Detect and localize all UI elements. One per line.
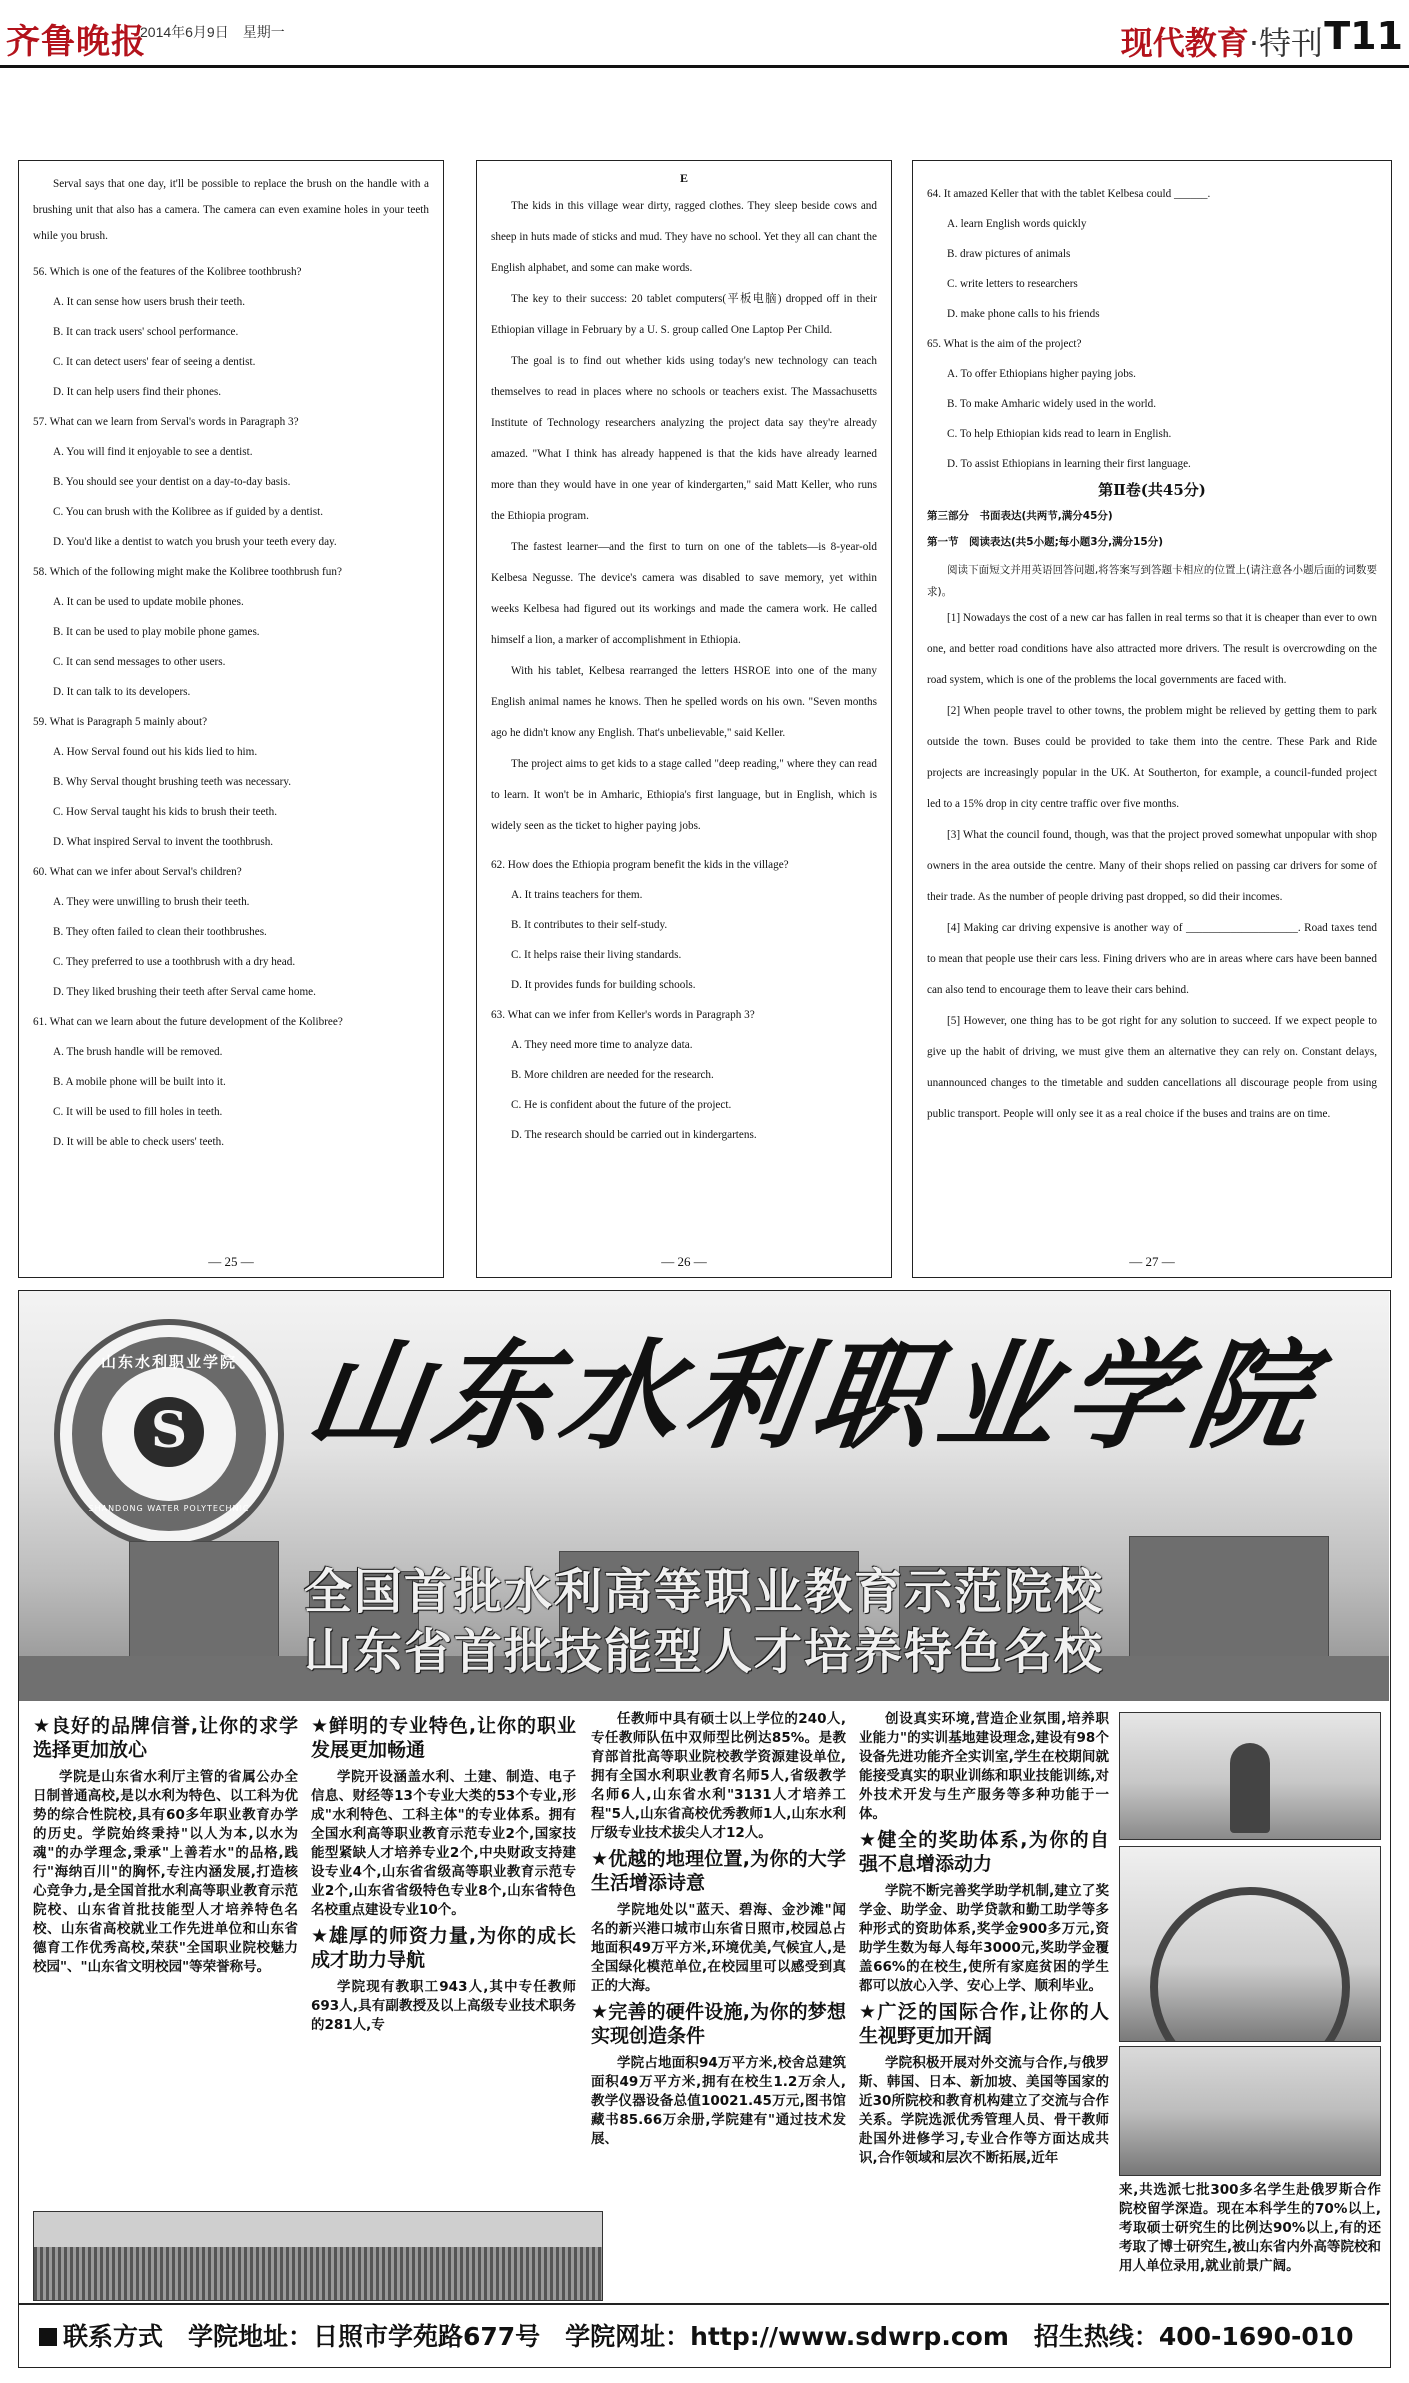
answer-option: D. The research should be carried out in kindergartens. [511,1129,757,1141]
ad-column-2 [311,1710,576,2201]
feature-text: 学院积极开展对外交流与合作,与俄罗斯、韩国、日本、新加坡、美国等国家的近30所院校和教育机构建立了交流与合作关系。学院选派优秀管理人员、骨干教师赴国外进修学习,专业合作等方面达成共识,合作领域和层次不断拓展,近年 [859,2055,1109,2166]
exam-page-27-content [927,171,1377,1241]
section-name: 现代教育 [1120,24,1249,62]
answer-option: C. To help Ethiopian kids read to learn in English. [947,428,1172,440]
question-stem: 56. Which is one of the features of the Kolibree toothbrush? [33,266,302,278]
answer-option: D. To assist Ethiopians in learning their first language. [947,458,1191,470]
answer-option: C. How Serval taught his kids to brush their teeth. [53,806,278,818]
answer-option: B. More children are needed for the research. [511,1069,714,1081]
feature-text: 学院不断完善奖学助学机制,建立了奖学金、助学金、助学贷款和勤工助学等多种形式的资助体系,奖学金900多万元,资助学生数为每人每年3000元,奖助学金覆盖66%的在校生,使所有家庭贫困的学生都可以放心入学、安心上学、顺利毕业。 [859,1883,1109,1994]
answer-option: A. They were unwilling to brush their teeth. [53,896,250,908]
feature-text: 学院占地面积94万平方米,校舍总建筑面积49万平方米,拥有在校生1.2万余人,教学仪器设备总值10021.45万元,图书馆藏书85.66万余册,学院建有"通过技术发展、 [591,2055,846,2147]
photo-sky [34,2212,602,2247]
passage-paragraph: [4] Making car driving expensive is another way of ____________________. Road taxes tend to mean that people use their cars less. Fining drivers who are in areas where cars have been banned can also tend to encourage them to leave their cars behind. [927,922,1377,996]
answer-option: B. Why Serval thought brushing teeth was necessary. [53,776,291,788]
calligraphy-title: 山东水利职业学院 [299,1326,1327,1465]
feature-heading: ★鲜明的专业特色,让你的职业发展更加畅通 [311,1715,576,1761]
campus-arch-photo [1119,1846,1381,2042]
answer-option: A. To offer Ethiopians higher paying jobs. [947,368,1136,380]
issue-date: 2014年6月9日 星期一 [140,24,285,40]
campus-sculpture-photo [1119,1712,1381,1840]
page-number-25: — 25 — [208,1254,254,1269]
logo-english-name: SHANDONG WATER POLYTECHNIC [88,1504,250,1513]
feature-heading: ★良好的品牌信誉,让你的求学选择更加放心 [33,1715,298,1761]
page-number-26: — 26 — [661,1254,707,1269]
feature-heading: ★健全的奖助体系,为你的自强不息增添动力 [859,1829,1109,1875]
passage-paragraph: The goal is to find out whether kids using today's new technology can teach themselves to read in places where no schools or teachers exist. The Massachusetts Institute of Technology researchers analyzing the project data say they're already amazed. "What I think has already happened is that the kids have already learned more than they would have in one year of kindergarten," said Matt Keller, who runs the Ethiopia program. [491,355,877,522]
contact-bar [19,2303,1389,2367]
question-stem: 60. What can we infer about Serval's children? [33,866,242,878]
masthead [0,0,1409,68]
logo-name: 山东水利职业学院 [100,1353,237,1371]
exam-page-25-content [33,171,429,1241]
passage-paragraph: The fastest learner—and the first to turn on one of the tablets—is 8-year-old Kelbesa Negusse. The device's camera was disabled to save memory, yet within weeks Kelbesa had figured out its workings and made the camera work. He called himself a lion, a marker of accomplishment in Ethiopia. [491,541,877,646]
campus-gate-photo [1119,2046,1381,2176]
answer-option: A. They need more time to analyze data. [511,1039,693,1051]
sculpture-shape [1230,1743,1270,1833]
logo-center-mark: S [134,1397,204,1467]
question-stem: 57. What can we learn from Serval's words in Paragraph 3? [33,416,299,428]
part-3-heading: 第三部分 书面表达(共两节,满分45分) [927,510,1113,522]
question-stem: 64. It amazed Keller that with the tablet Kelbesa could ______. [927,188,1211,200]
answer-option: A. learn English words quickly [947,218,1087,230]
answer-option: A. The brush handle will be removed. [53,1046,223,1058]
answer-option: B. A mobile phone will be built into it. [53,1076,226,1088]
part-2-title: 第Ⅱ卷(共45分) [1098,481,1206,499]
college-advertisement [18,1290,1391,2368]
passage-paragraph: The key to their success: 20 tablet computers(平板电脑) dropped off in their Ethiopian village in February by a U. S. group called One Laptop Per Child. [491,293,877,336]
section-1-heading: 第一节 阅读表达(共5小题;每小题3分,满分15分) [927,536,1164,548]
question-stem: 58. Which of the following might make the Kolibree toothbrush fun? [33,566,342,578]
exam-page-27 [912,160,1392,1278]
passage-paragraph: With his tablet, Kelbesa rearranged the letters HSROE into one of the many English animal names he knows. Then he spelled words on his own. "Seven months ago he didn't know any English. That's unbelievable," said Keller. [491,665,877,739]
answer-option: D. You'd like a dentist to watch you brush your teeth every day. [53,536,337,548]
answer-option: A. It can sense how users brush their teeth. [53,296,246,308]
contact-info: 联系方式 学院地址：日照市学苑路677号 学院网址：http://www.sdwrp.com 招生热线：400-1690-010 [63,2322,1354,2351]
arch-shape [1150,1887,1350,2042]
answer-option: C. You can brush with the Kolibree as if guided by a dentist. [53,506,324,518]
answer-option: B. You should see your dentist on a day-to-day basis. [53,476,291,488]
answer-option: C. He is confident about the future of the project. [511,1099,732,1111]
answer-option: C. They preferred to use a toothbrush with a dry head. [53,956,296,968]
passage-paragraph: The project aims to get kids to a stage called "deep reading," where they can read to learn. It won't be in Amharic, Ethiopia's first language, but in English, which is widely seen as the ticket to higher paying jobs. [491,758,877,832]
newspaper-name: 齐鲁晚报 [6,22,146,62]
slogan-line-2: 山东省首批技能型人才培养特色名校 [303,1624,1104,1680]
feature-text: 学院地处以"蓝天、碧海、金沙滩"闻名的新兴港口城市山东省日照市,校园总占地面积49万平方米,环境优美,气候宜人,是全国绿化模范单位,在校园里可以感受到真正的大海。 [591,1902,846,1994]
answer-option: B. It can be used to play mobile phone games. [53,626,260,638]
exam-page-26-content [491,171,877,1241]
section-suffix: ·特刊 [1248,24,1323,62]
answer-option: A. It can be used to update mobile phones. [53,596,244,608]
feature-text: 学院是山东省水利厅主管的省属公办全日制普通高校,是以水利为特色、以工科为优势的综合性院校,具有60多年职业教育办学的历史。学院始终秉持"以人为本,以水为魂"的办学理念,秉承"上善若水"的品格,践行"海纳百川"的胸怀,专注内涵发展,打造核心竞争力,是全国首批水利高等职业教育示范院校、山东省首批技能型人才培养特色名校、山东省高校就业工作先进单位和山东省德育工作优秀高校,荣获"全国职业院校魅力校园"、"山东省文明校园"等荣誉称号。 [33,1769,298,1975]
feature-text: 学院现有教职工943人,其中专任教师693人,具有副教授及以上高级专业技术职务的281人,专 [311,1979,576,2033]
answer-option: C. It can send messages to other users. [53,656,226,668]
section-title [1121,18,1323,64]
answer-option: C. write letters to researchers [947,278,1078,290]
slogan-line-1: 全国首批水利高等职业教育示范院校 [303,1564,1104,1620]
exam-page-25 [18,160,444,1278]
passage-heading: E [679,171,688,185]
answer-option: D. It will be able to check users' teeth. [53,1136,225,1148]
answer-option: B. They often failed to clean their toothbrushes. [53,926,267,938]
answer-option: C. It helps raise their living standards. [511,949,682,961]
answer-option: D. It can talk to its developers. [53,686,191,698]
answer-option: C. It can detect users' fear of seeing a dentist. [53,356,256,368]
answer-option: B. draw pictures of animals [947,248,1071,260]
answer-option: C. It will be used to fill holes in teeth. [53,1106,223,1118]
answer-option: D. What inspired Serval to invent the toothbrush. [53,836,274,848]
exam-page-26 [476,160,892,1278]
bullet-square-icon [39,2328,57,2346]
passage-paragraph: [2] When people travel to other towns, the problem might be relieved by getting them to park outside the town. Buses could be provided to take them into the centre. These Park and Ride projects are increasingly popular in the UK. At Southerton, for example, a council-funded project led to a 15% drop in city centre traffic over five months. [927,705,1377,810]
answer-option: D. It can help users find their phones. [53,386,222,398]
feature-heading: ★广泛的国际合作,让你的人生视野更加开阔 [859,2001,1109,2047]
question-stem: 65. What is the aim of the project? [927,338,1082,350]
feature-text: 学院开设涵盖水利、土建、制造、电子信息、财经等13个专业大类的53个专业,形成"水利特色、工科主体"的专业体系。拥有全国水利高等职业教育示范专业2个,国家技能型紧缺人才培养专业2个,中央财政支持建设专业4个,山东省省级高等职业教育示范专业2个,山东省省级特色专业8个,山东省特色名校重点建设专业10个。 [311,1769,576,1918]
section-directions: 阅读下面短文并用英语回答问题,将答案写到答题卡相应的位置上(请注意各小题后面的词数要求)。 [927,564,1377,598]
question-stem: 61. What can we learn about the future development of the Kolibree? [33,1016,343,1028]
ad-column-1 [33,1710,298,2201]
ad-body [19,1706,1389,2301]
passage-paragraph: [3] What the council found, though, was that the project proved somewhat unpopular with shop owners in the area outside the centre. Many of their shops relied on passing car drivers for some of their trade. As the number of people driving past dropped, so did their incomes. [927,829,1377,903]
answer-option: B. It can track users' school performance. [53,326,239,338]
passage-intro: Serval says that one day, it'll be possible to replace the brush on the handle with a brushing unit that also has a camera. The camera can even examine holes in your teeth while you brush. [33,178,429,242]
answer-option: D. make phone calls to his friends [947,308,1100,320]
question-stem: 59. What is Paragraph 5 mainly about? [33,716,208,728]
ad-column-4 [859,1710,1109,2297]
page-number-27: — 27 — [1129,1254,1175,1269]
page-number: T11 [1324,14,1403,58]
passage-paragraph: [1] Nowadays the cost of a new car has fallen in real terms so that it is cheaper than ever to own one, and better road conditions have also attracted more drivers. The result is overcrowding on the road system, which is one of the problems the local governments are faced with. [927,612,1377,686]
answer-option: B. It contributes to their self-study. [511,919,668,931]
ad-banner [19,1291,1389,1701]
answer-option: A. It trains teachers for them. [511,889,643,901]
feature-heading: ★完善的硬件设施,为你的梦想实现创造条件 [591,2001,846,2047]
feature-text: 创设真实环境,营造企业氛围,培养职业能力"的实训基地建设理念,建设有98个设备先进功能齐全实训室,学生在校期间就能接受真实的职业训练和职业技能训练,对外技术开发与生产服务等多种功能于一体。 [859,1711,1109,1822]
question-stem: 63. What can we infer from Keller's words in Paragraph 3? [491,1009,755,1021]
answer-option: D. They liked brushing their teeth after Serval came home. [53,986,316,998]
feature-text: 任教师中具有硕士以上学位的240人,专任教师队伍中双师型比例达85%。是教育部首批高等职业院校教学资源建设单位,拥有全国水利职业教育名师5人,省级教学名师6人,山东省水利"3131人才培养工程"5人,山东省高校优秀教师1人,山东水利厅级专业技术拔尖人才12人。 [591,1711,846,1841]
answer-option: A. You will find it enjoyable to see a dentist. [53,446,253,458]
passage-paragraph: The kids in this village wear dirty, ragged clothes. They sleep beside cows and sheep in huts made of sticks and mud. They have no school. Yet they all can chant the English alphabet, and some can make words. [491,200,877,274]
ad-column-3 [591,1710,846,2297]
question-stem: 62. How does the Ethiopia program benefit the kids in the village? [491,859,789,871]
graduation-crowd-photo [33,2211,603,2301]
ad-column-5: 来,共选派七批300多名学生赴俄罗斯合作院校留学深造。现在本科学生的70%以上,考取硕士研究生的比例达90%以上,有的还考取了博士研究生,被山东省内外高等院校和用人单位录用,就业前景广阔。 [1119,2182,1381,2274]
passage-paragraph: [5] However, one thing has to be got right for any solution to succeed. If we expect people to give up the habit of driving, we must give them an alternative they can rely on. Constant delays, unannounced changes to the timetable and sudden cancellations all discourage people from using public transport. People will only see it as a real choice if the buses and trains are on time. [927,1015,1377,1120]
feature-heading: ★优越的地理位置,为你的大学生活增添诗意 [591,1848,846,1894]
answer-option: D. It provides funds for building schools. [511,979,696,991]
feature-heading: ★雄厚的师资力量,为你的成长成才助力导航 [311,1925,576,1971]
answer-option: B. To make Amharic widely used in the world. [947,398,1157,410]
answer-option: A. How Serval found out his kids lied to him. [53,746,258,758]
